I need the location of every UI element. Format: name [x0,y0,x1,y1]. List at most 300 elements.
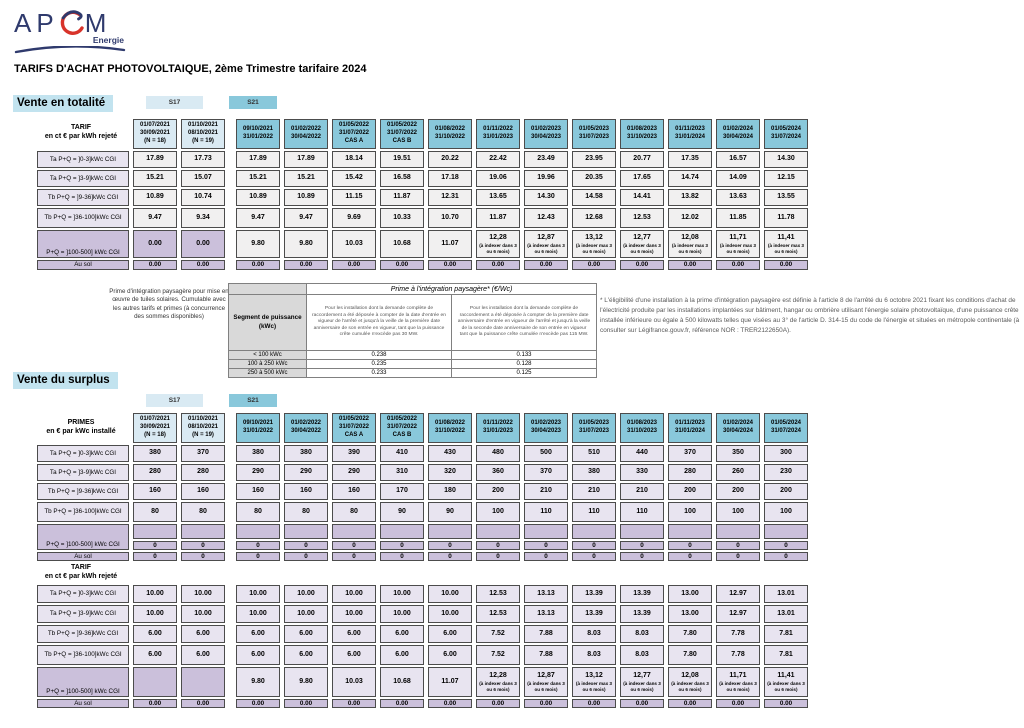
table-primes-surplus-cell-r3-c7: 180 [428,483,472,500]
table-vente-totalite-tarif-cell-r3-c9: 14.30 [524,189,568,206]
table-primes-surplus-cell-au-sol-c7: 0 [428,552,472,561]
table-vente-totalite-tarif-period-header-3: 09/10/2021 31/01/2022 [236,119,280,149]
table-primes-surplus-period-header-10: 01/05/2023 31/07/2023 [572,413,616,443]
table-vente-totalite-tarif-gap [229,260,232,270]
table-tarif-surplus-cell-r1-c4: 10.00 [284,585,328,603]
table-vente-totalite-tarif-cell-au-sol-c8: 0.00 [476,260,520,270]
table-title-tarif-totalite: TARIF en ct € par kWh rejeté [44,124,118,141]
table-vente-totalite-tarif-cell-r3-c4: 10.89 [284,189,328,206]
table-primes-surplus-period-header-13: 01/02/2024 30/04/2024 [716,413,760,443]
table-primes-surplus-cell-100-500-c2: 0 [181,541,225,550]
table-vente-totalite-tarif-period-header-7: 01/08/2022 31/10/2022 [428,119,472,149]
table-vente-totalite-tarif-cell-r2-c10: 20.35 [572,170,616,187]
table-vente-totalite-tarif-period-header-9: 01/02/2023 30/04/2023 [524,119,568,149]
table-primes-surplus-cell-au-sol-c5: 0 [332,552,376,561]
table-vente-totalite-tarif-period-header-5: 01/05/2022 31/07/2022 CAS A [332,119,376,149]
table-primes-surplus-period-header-3: 09/10/2021 31/01/2022 [236,413,280,443]
table-vente-totalite-tarif-cell-au-sol-c5: 0.00 [332,260,376,270]
table-primes-surplus-cell-100-500-c14: 0 [764,541,808,550]
table-vente-totalite-tarif-cell-r1-c3: 17.89 [236,151,280,168]
table-vente-totalite-tarif-period-header-1: 01/07/2021 30/09/2021 (N = 18) [133,119,177,149]
table-vente-totalite-tarif-period-header-14: 01/05/2024 31/07/2024 [764,119,808,149]
table-primes-surplus-cell-100-500-c7: 0 [428,541,472,550]
table-vente-totalite-tarif-cell-r4-c9: 12.43 [524,208,568,228]
table-tarif-surplus-cell-au-sol-c1: 0.00 [133,699,177,708]
prime-row-segment: 100 à 250 kWc [229,360,307,369]
table-tarif-surplus-cell-r4-c1: 6.00 [133,645,177,665]
table-primes-surplus-cell-au-sol-c9: 0 [524,552,568,561]
table-primes-surplus-cell-r2-c2: 280 [181,464,225,481]
table-vente-totalite-tarif-cell-r1-c10: 23.95 [572,151,616,168]
table-tarif-surplus-cell-r1-c8: 12.53 [476,585,520,603]
table-primes-surplus-cell-r3-c6: 170 [380,483,424,500]
table-tarif-surplus-cell-au-sol-c3: 0.00 [236,699,280,708]
table-tarif-surplus-cell-100-500-c9: 12,87 (à indexer dans 3 ou 6 mois) [524,667,568,697]
table-primes-surplus-cell-r2-c3: 290 [236,464,280,481]
table-primes-surplus-cell-r4-c5: 80 [332,502,376,522]
table-vente-totalite-tarif-cell-r2-c4: 15.21 [284,170,328,187]
table-vente-totalite-tarif-gap [229,189,232,206]
table-primes-surplus-cell-au-sol-c13: 0 [716,552,760,561]
table-vente-totalite-tarif-cell-r3-c11: 14.41 [620,189,664,206]
table-vente-totalite-tarif [33,117,812,272]
logo-underline-swoosh-icon [14,46,126,55]
page-title: TARIFS D'ACHAT PHOTOVOLTAIQUE, 2ème Trimestre tarifaire 2024 [14,63,367,75]
table-tarif-surplus-cell-r4-c5: 6.00 [332,645,376,665]
table-primes-surplus-cell-r1-c14: 300 [764,445,808,462]
table-vente-totalite-tarif-cell-r3-c3: 10.89 [236,189,280,206]
table-tarif-surplus-cell-r1-c6: 10.00 [380,585,424,603]
table-tarif-surplus-cell-au-sol-c13: 0.00 [716,699,760,708]
table-tarif-surplus-cell-r1-c5: 10.00 [332,585,376,603]
table-vente-totalite-tarif-cell-r1-c8: 22.42 [476,151,520,168]
tag-s21-surplus: S21 [229,394,277,407]
table-vente-totalite-tarif-cell-100-500-c13: 11,71 (à indexer max 3 ou 6 mois) [716,230,760,258]
table-vente-totalite-tarif-gap [229,170,232,187]
table-primes-surplus-gap [229,445,232,462]
table-vente-totalite-tarif-row-label-3: Tb P+Q = ]9-36]kWc CGI [37,189,129,206]
prime-footnote-text: * L'éligibilité d'une installation à la prime d'intégration paysagère est définie à l'article 8 de l'arrêté du 6 octobre 2021 fixant les conditions d'achat de l'électricité produite par les installations implantées sur bâtiment, hangar ou ombrière utilisant l'énergie solaire photovoltaïque, d'une puissance crête installée inférieure ou égale à 500 kilowatts telles que visées au 3° de l'article D. 314-15 du code de l'énergie et situées en métropole continentale (à consulter sur Légifrance.gouv.fr, référence NOR : TRER2122650A). [600,297,1020,334]
prime-intro-text: Prime d'intégration paysagère pour mise en œuvre de tuiles solaires. Cumulable avec les autres tarifs et primes (à concurrence des sommes disponibles) [109,288,229,321]
table-primes-surplus-cell-au-sol-c10: 0 [572,552,616,561]
table-primes-surplus-cell-r4-c7: 90 [428,502,472,522]
table-primes-surplus-cell-r4-c4: 80 [284,502,328,522]
table-vente-totalite-tarif-cell-r1-c2: 17.73 [181,151,225,168]
table-vente-totalite-tarif-cell-r3-c12: 13.82 [668,189,712,206]
table-primes-surplus-row-label-4: Tb P+Q = ]36-100]kWc CGI [37,502,129,522]
table-primes-surplus-cell-r3-c12: 200 [668,483,712,500]
table-tarif-surplus-cell-r2-c3: 10.00 [236,605,280,623]
logo-letter-m: M [84,8,112,38]
table-vente-totalite-tarif-period-header-6: 01/05/2022 31/07/2022 CAS B [380,119,424,149]
table-title-tarif-surplus: TARIF en ct € par kWh rejeté [44,564,118,581]
table-vente-totalite-tarif-cell-100-500-c4: 9.80 [284,230,328,258]
table-tarif-surplus-cell-r2-c1: 10.00 [133,605,177,623]
logo-subtitle: Energie [92,35,124,45]
table-primes-surplus-cell-r1-c6: 410 [380,445,424,462]
table-vente-totalite-tarif-cell-r1-c11: 20.77 [620,151,664,168]
table-primes-surplus-cell-r2-c13: 260 [716,464,760,481]
table-vente-totalite-tarif-cell-100-500-c3: 9.80 [236,230,280,258]
table-tarif-surplus-cell-au-sol-c5: 0.00 [332,699,376,708]
table-primes-surplus-gap [229,552,232,561]
table-tarif-surplus-cell-r4-c10: 8.03 [572,645,616,665]
table-primes-surplus-row-label-3: Tb P+Q = ]9-36]kWc CGI [37,483,129,500]
table-vente-totalite-tarif-row-label-2: Ta P+Q = ]3-9]kWc CGI [37,170,129,187]
table-primes-surplus-cell-au-sol-c11: 0 [620,552,664,561]
table-vente-totalite-tarif-cell-r2-c1: 15.21 [133,170,177,187]
table-tarif-surplus-cell-r1-c14: 13.01 [764,585,808,603]
table-vente-totalite-tarif-cell-au-sol-c13: 0.00 [716,260,760,270]
table-tarif-surplus-cell-au-sol-c10: 0.00 [572,699,616,708]
prime-table-title: Prime à l'intégration paysagère* (€/Wc) [307,284,597,295]
table-tarif-surplus-row-label-1: Ta P+Q = ]0-3]kWc CGI [37,585,129,603]
table-primes-surplus-cell-r3-c1: 160 [133,483,177,500]
table-tarif-surplus-cell-r2-c5: 10.00 [332,605,376,623]
table-primes-surplus-cell-au-sol-c4: 0 [284,552,328,561]
table-primes-surplus-cell-r4-c10: 110 [572,502,616,522]
table-primes-surplus-cell-r1-c2: 370 [181,445,225,462]
table-vente-totalite-tarif-cell-100-500-c6: 10.68 [380,230,424,258]
table-primes-surplus-gap [229,541,232,550]
table-tarif-surplus-cell-r2-c8: 12.53 [476,605,520,623]
table-tarif-surplus-cell-au-sol-c8: 0.00 [476,699,520,708]
table-vente-totalite-tarif-period-header-13: 01/02/2024 30/04/2024 [716,119,760,149]
table-primes-surplus-blank-c12 [668,524,712,539]
table-vente-totalite-tarif-cell-au-sol-c11: 0.00 [620,260,664,270]
table-vente-totalite-tarif-period-header-8: 01/11/2022 31/01/2023 [476,119,520,149]
table-vente-totalite-tarif-cell-100-500-c1: 0.00 [133,230,177,258]
table-primes-surplus-cell-r4-c12: 100 [668,502,712,522]
table-tarif-surplus-cell-100-500-c5: 10.03 [332,667,376,697]
table-vente-totalite-tarif-cell-r4-c14: 11.78 [764,208,808,228]
table-primes-surplus [33,411,812,563]
table-vente-totalite-tarif-cell-r4-c6: 10.33 [380,208,424,228]
table-primes-surplus-cell-r1-c10: 510 [572,445,616,462]
table-tarif-surplus-cell-au-sol-c11: 0.00 [620,699,664,708]
table-tarif-surplus-gap [229,699,232,708]
table-vente-totalite-tarif-cell-100-500-c5: 10.03 [332,230,376,258]
table-tarif-surplus-cell-100-500-c1 [133,667,177,697]
table-primes-surplus-blank-c8 [476,524,520,539]
table-tarif-surplus-cell-100-500-c12: 12,08 (à indexer dans 3 ou 6 mois) [668,667,712,697]
table-tarif-surplus-cell-r3-c10: 8.03 [572,625,616,643]
table-tarif-surplus-cell-100-500-c8: 12,28 (à indexer dans 3 ou 6 mois) [476,667,520,697]
table-vente-totalite-tarif-row-label-au-sol: Au sol [37,260,129,270]
table-tarif-surplus-cell-100-500-c2 [181,667,225,697]
table-tarif-surplus-cell-r1-c11: 13.39 [620,585,664,603]
table-tarif-surplus-cell-r4-c12: 7.80 [668,645,712,665]
table-tarif-surplus-cell-r4-c8: 7.52 [476,645,520,665]
table-vente-totalite-tarif-cell-100-500-c9: 12,87 (à indexer dans 3 ou 6 mois) [524,230,568,258]
table-vente-totalite-tarif-cell-r1-c9: 23.49 [524,151,568,168]
table-primes-surplus-cell-r1-c7: 430 [428,445,472,462]
table-vente-totalite-tarif-period-header-10: 01/05/2023 31/07/2023 [572,119,616,149]
table-primes-surplus-cell-100-500-c13: 0 [716,541,760,550]
table-primes-surplus-cell-100-500-c11: 0 [620,541,664,550]
table-tarif-surplus-cell-r3-c1: 6.00 [133,625,177,643]
table-primes-surplus-period-header-12: 01/11/2023 31/01/2024 [668,413,712,443]
table-vente-totalite-tarif-cell-r1-c13: 16.57 [716,151,760,168]
table-primes-surplus-blank-c3 [236,524,280,539]
table-vente-totalite-tarif-cell-r2-c2: 15.07 [181,170,225,187]
table-primes-surplus-gap [229,524,232,539]
table-tarif-surplus-cell-r4-c6: 6.00 [380,645,424,665]
table-tarif-surplus-cell-r2-c9: 13.13 [524,605,568,623]
table-primes-surplus-period-header-2: 01/10/2021 08/10/2021 (N = 19) [181,413,225,443]
table-tarif-surplus-cell-r2-c6: 10.00 [380,605,424,623]
logo-e-swoosh-icon [59,8,85,38]
table-vente-totalite-tarif-period-header-2: 01/10/2021 08/10/2021 (N = 19) [181,119,225,149]
table-primes-surplus-cell-r4-c6: 90 [380,502,424,522]
table-primes-surplus-blank-c5 [332,524,376,539]
table-vente-totalite-tarif-cell-au-sol-c3: 0.00 [236,260,280,270]
table-vente-totalite-tarif-row-label-1: Ta P+Q = ]0-3]kWc CGI [37,151,129,168]
table-tarif-surplus-cell-au-sol-c9: 0.00 [524,699,568,708]
table-tarif-surplus-cell-r3-c3: 6.00 [236,625,280,643]
table-tarif-surplus-cell-r3-c12: 7.80 [668,625,712,643]
table-vente-totalite-tarif-cell-r2-c6: 16.58 [380,170,424,187]
table-primes-surplus-cell-au-sol-c6: 0 [380,552,424,561]
table-vente-totalite-tarif-gap [229,230,232,258]
table-title-primes-surplus: PRIMES en € par kWc installé [46,419,116,436]
table-vente-totalite-tarif-cell-r3-c6: 11.87 [380,189,424,206]
table-vente-totalite-tarif-cell-au-sol-c9: 0.00 [524,260,568,270]
prime-row-segment: < 100 kWc [229,351,307,360]
table-vente-totalite-tarif-cell-r3-c10: 14.58 [572,189,616,206]
table-tarif-surplus-cell-au-sol-c12: 0.00 [668,699,712,708]
table-primes-surplus-blank-c1 [133,524,177,539]
apem-logo [14,8,134,55]
table-tarif-surplus-cell-100-500-c4: 9.80 [284,667,328,697]
table-primes-surplus-blank-c7 [428,524,472,539]
table-vente-totalite-tarif-cell-r2-c5: 15.42 [332,170,376,187]
table-primes-surplus-cell-r3-c10: 210 [572,483,616,500]
table-vente-totalite-tarif-period-header-12: 01/11/2023 31/01/2024 [668,119,712,149]
table-tarif-surplus-cell-au-sol-c4: 0.00 [284,699,328,708]
table-primes-surplus-cell-au-sol-c3: 0 [236,552,280,561]
table-tarif-surplus-cell-r4-c9: 7.88 [524,645,568,665]
table-vente-totalite-tarif-cell-r4-c2: 9.34 [181,208,225,228]
table-primes-surplus-cell-r2-c7: 320 [428,464,472,481]
prime-row-value: 0.233 [307,369,452,378]
table-tarif-surplus-cell-r4-c11: 8.03 [620,645,664,665]
prime-corner-cell [229,284,307,295]
table-primes-surplus-cell-r3-c11: 210 [620,483,664,500]
table-tarif-surplus-row-label-2: Ta P+Q = ]3-9]kWc CGI [37,605,129,623]
prime-segment-header: Segment de puissance (kWc) [229,295,307,351]
table-tarif-surplus-cell-r4-c2: 6.00 [181,645,225,665]
table-tarif-surplus-cell-r1-c13: 12.97 [716,585,760,603]
table-primes-surplus-cell-r3-c8: 200 [476,483,520,500]
table-tarif-surplus-cell-r2-c4: 10.00 [284,605,328,623]
table-primes-surplus-blank-c4 [284,524,328,539]
table-tarif-surplus-cell-r1-c10: 13.39 [572,585,616,603]
table-primes-surplus-row-label-100-500: P+Q = ]100-500] kWc CGI [37,524,129,550]
table-primes-surplus-cell-au-sol-c1: 0 [133,552,177,561]
table-tarif-surplus-cell-r1-c2: 10.00 [181,585,225,603]
table-primes-surplus-cell-100-500-c1: 0 [133,541,177,550]
table-vente-totalite-tarif-cell-r4-c12: 12.02 [668,208,712,228]
table-tarif-surplus-cell-r1-c1: 10.00 [133,585,177,603]
table-primes-surplus-cell-r3-c3: 160 [236,483,280,500]
table-vente-totalite-tarif-cell-au-sol-c10: 0.00 [572,260,616,270]
table-vente-totalite-tarif-cell-au-sol-c12: 0.00 [668,260,712,270]
table-tarif-surplus-cell-r3-c2: 6.00 [181,625,225,643]
table-vente-totalite-tarif-cell-r3-c13: 13.63 [716,189,760,206]
table-vente-totalite-tarif-gap [229,151,232,168]
table-tarif-surplus-gap [229,625,232,643]
table-tarif-surplus-cell-r4-c13: 7.78 [716,645,760,665]
table-tarif-surplus-cell-au-sol-c2: 0.00 [181,699,225,708]
table-primes-surplus-cell-r3-c14: 200 [764,483,808,500]
section-header-vente-totalite: Vente en totalité [13,95,113,112]
table-tarif-surplus-cell-au-sol-c14: 0.00 [764,699,808,708]
table-primes-surplus-cell-r2-c5: 290 [332,464,376,481]
table-primes-surplus-cell-r4-c14: 100 [764,502,808,522]
table-primes-surplus-gap [229,483,232,500]
table-vente-totalite-tarif-cell-r4-c8: 11.87 [476,208,520,228]
table-tarif-surplus-gap [229,667,232,697]
table-primes-surplus-cell-au-sol-c12: 0 [668,552,712,561]
table-vente-totalite-tarif-gap [229,208,232,228]
table-primes-surplus-cell-100-500-c6: 0 [380,541,424,550]
table-primes-surplus-cell-r3-c5: 160 [332,483,376,500]
table-tarif-surplus-gap [229,585,232,603]
table-primes-surplus-blank-c13 [716,524,760,539]
table-vente-totalite-tarif-cell-r4-c1: 9.47 [133,208,177,228]
table-primes-surplus-cell-r4-c11: 110 [620,502,664,522]
logo-letters-ap: AP [14,8,59,38]
table-vente-totalite-tarif-row-label-100-500: P+Q = ]100-500] kWc CGI [37,230,129,258]
table-primes-surplus-cell-100-500-c12: 0 [668,541,712,550]
table-tarif-surplus-cell-r4-c4: 6.00 [284,645,328,665]
table-primes-surplus-cell-r4-c2: 80 [181,502,225,522]
prime-row-value: 0.235 [307,360,452,369]
table-vente-totalite-tarif-cell-r1-c12: 17.35 [668,151,712,168]
table-primes-surplus-period-header-1: 01/07/2021 30/09/2021 (N = 18) [133,413,177,443]
table-primes-surplus-cell-r1-c4: 380 [284,445,328,462]
table-primes-surplus-period-header-6: 01/05/2022 31/07/2022 CAS B [380,413,424,443]
table-vente-totalite-tarif-cell-r2-c11: 17.65 [620,170,664,187]
prime-row-value: 0.128 [452,360,597,369]
table-tarif-surplus-cell-100-500-c13: 11,71 (à indexer dans 3 ou 6 mois) [716,667,760,697]
table-tarif-surplus-cell-r3-c6: 6.00 [380,625,424,643]
table-primes-surplus-cell-100-500-c3: 0 [236,541,280,550]
table-primes-surplus-blank-c2 [181,524,225,539]
table-primes-surplus-cell-au-sol-c2: 0 [181,552,225,561]
table-vente-totalite-tarif-cell-r3-c8: 13.65 [476,189,520,206]
table-tarif-surplus-gap [229,645,232,665]
table-primes-surplus-cell-100-500-c8: 0 [476,541,520,550]
table-primes-surplus-cell-r1-c13: 350 [716,445,760,462]
table-tarif-surplus [33,583,812,710]
table-primes-surplus-cell-r1-c11: 440 [620,445,664,462]
table-tarif-surplus-cell-100-500-c10: 13,12 (à indexer max 3 ou 6 mois) [572,667,616,697]
table-tarif-surplus-cell-r1-c12: 13.00 [668,585,712,603]
table-primes-surplus-gap [229,413,232,443]
tag-s17-surplus: S17 [146,394,203,407]
table-tarif-surplus-cell-r4-c7: 6.00 [428,645,472,665]
table-tarif-surplus-cell-r3-c11: 8.03 [620,625,664,643]
table-tarif-surplus-cell-r2-c11: 13.39 [620,605,664,623]
table-primes-surplus-cell-100-500-c4: 0 [284,541,328,550]
table-tarif-surplus-row-label-4: Tb P+Q = ]36-100]kWc CGI [37,645,129,665]
table-tarif-surplus-cell-100-500-c14: 11,41 (à indexer dans 3 ou 6 mois) [764,667,808,697]
table-vente-totalite-tarif-cell-au-sol-c14: 0.00 [764,260,808,270]
table-tarif-surplus-cell-r1-c7: 10.00 [428,585,472,603]
table-vente-totalite-tarif-cell-100-500-c12: 12,08 (à indexer max 3 ou 6 mois) [668,230,712,258]
table-vente-totalite-tarif-cell-100-500-c7: 11.07 [428,230,472,258]
table-tarif-surplus-cell-au-sol-c7: 0.00 [428,699,472,708]
table-tarif-surplus-cell-r2-c13: 12.97 [716,605,760,623]
table-tarif-surplus-cell-100-500-c3: 9.80 [236,667,280,697]
table-primes-surplus-cell-r3-c2: 160 [181,483,225,500]
table-tarif-surplus-cell-100-500-c11: 12,77 (à indexer dans 3 ou 6 mois) [620,667,664,697]
table-vente-totalite-tarif-cell-r1-c4: 17.89 [284,151,328,168]
table-primes-surplus-blank-c6 [380,524,424,539]
apem-logo-wordmark [14,8,134,38]
table-vente-totalite-tarif-cell-r1-c7: 20.22 [428,151,472,168]
table-vente-totalite-tarif-cell-r4-c4: 9.47 [284,208,328,228]
table-primes-surplus-cell-r4-c13: 100 [716,502,760,522]
table-primes-surplus-cell-r1-c1: 380 [133,445,177,462]
prime-period2-header: Pour les installation dont la demande complète de raccordement a été déposée à compter de la première date anniversaire d'entrée en vigueur de l'arrêté et jusqu'à la veille de la seconde date anniversaire de son entrée en vigueur tant que la puissance crête cumulée n'excède pas 115 MW. [452,295,597,351]
table-primes-surplus-period-header-4: 01/02/2022 30/04/2022 [284,413,328,443]
table-primes-surplus-cell-r4-c9: 110 [524,502,568,522]
table-tarif-surplus-cell-r3-c14: 7.81 [764,625,808,643]
table-primes-surplus-cell-au-sol-c14: 0 [764,552,808,561]
table-vente-totalite-tarif-cell-r1-c1: 17.89 [133,151,177,168]
table-tarif-surplus-cell-100-500-c7: 11.07 [428,667,472,697]
table-primes-surplus-period-header-14: 01/05/2024 31/07/2024 [764,413,808,443]
table-primes-surplus-cell-r3-c13: 200 [716,483,760,500]
table-primes-surplus-cell-100-500-c10: 0 [572,541,616,550]
table-primes-surplus-cell-au-sol-c8: 0 [476,552,520,561]
table-primes-surplus-cell-r2-c8: 360 [476,464,520,481]
table-vente-totalite-tarif-cell-au-sol-c6: 0.00 [380,260,424,270]
prime-row-value: 0.125 [452,369,597,378]
table-primes-surplus-period-header-8: 01/11/2022 31/01/2023 [476,413,520,443]
table-primes-surplus-cell-r1-c12: 370 [668,445,712,462]
table-vente-totalite-tarif-cell-r2-c13: 14.09 [716,170,760,187]
table-primes-surplus-cell-r1-c9: 500 [524,445,568,462]
table-primes-surplus-cell-r1-c3: 380 [236,445,280,462]
prime-period1-header: Pour les installation dont la demande complète de raccordement a été déposée à compter de la date d'entrée en vigueur de l'arrêté et jusqu'à la veille de la première date anniversaire de son entrée en vigueur, tant que la puissance crête cumulée n'excède pas 30 MW. [307,295,452,351]
table-vente-totalite-tarif-gap [229,119,232,149]
table-primes-surplus-cell-r2-c14: 230 [764,464,808,481]
table-primes-surplus-period-header-9: 01/02/2023 30/04/2023 [524,413,568,443]
table-vente-totalite-tarif-cell-au-sol-c7: 0.00 [428,260,472,270]
table-primes-surplus-cell-r4-c1: 80 [133,502,177,522]
table-primes-surplus-cell-r2-c4: 290 [284,464,328,481]
table-tarif-surplus-cell-r3-c13: 7.78 [716,625,760,643]
table-vente-totalite-tarif-cell-r1-c14: 14.30 [764,151,808,168]
table-vente-totalite-tarif-cell-au-sol-c2: 0.00 [181,260,225,270]
table-vente-totalite-tarif-cell-r3-c2: 10.74 [181,189,225,206]
table-vente-totalite-tarif-cell-r3-c14: 13.55 [764,189,808,206]
table-primes-surplus-cell-100-500-c5: 0 [332,541,376,550]
table-primes-surplus-row-label-au-sol: Au sol [37,552,129,561]
table-tarif-surplus-cell-r2-c10: 13.39 [572,605,616,623]
prime-row-segment: 250 à 500 kWc [229,369,307,378]
table-vente-totalite-tarif-cell-au-sol-c1: 0.00 [133,260,177,270]
table-primes-surplus-cell-100-500-c9: 0 [524,541,568,550]
table-vente-totalite-tarif-row-label-4: Tb P+Q = ]36-100]kWc CGI [37,208,129,228]
table-primes-surplus-cell-r4-c3: 80 [236,502,280,522]
table-vente-totalite-tarif-label-head [37,119,129,149]
table-vente-totalite-tarif-cell-r4-c11: 12.53 [620,208,664,228]
